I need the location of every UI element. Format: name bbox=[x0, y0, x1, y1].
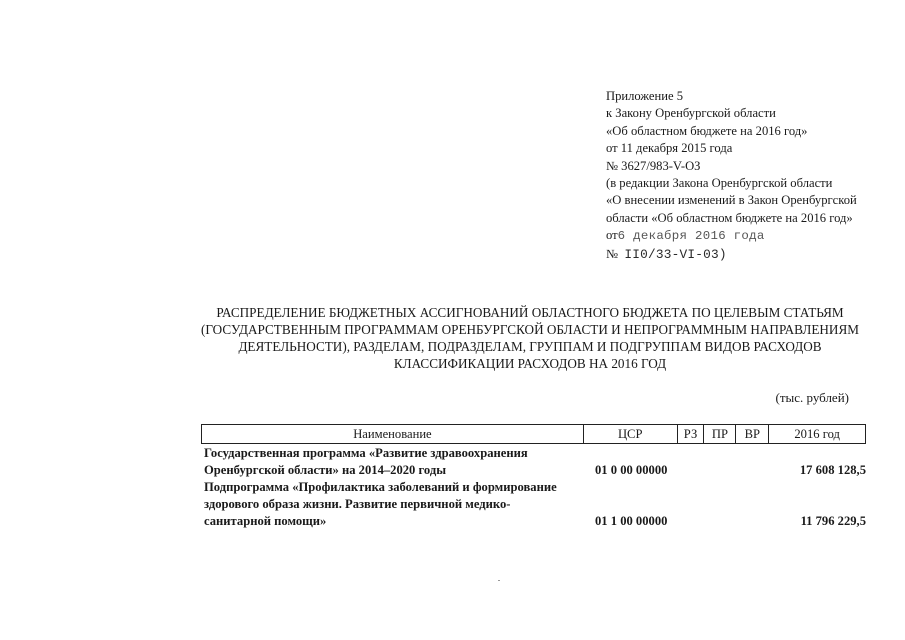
annex-line: (в редакции Закона Оренбургской области bbox=[606, 176, 833, 191]
header-rz: РЗ bbox=[678, 425, 705, 443]
annex-line: № 3627/983-V-ОЗ bbox=[606, 158, 701, 173]
row-name bbox=[204, 445, 574, 479]
amendment-date-prefix: от bbox=[606, 228, 618, 243]
row-amount: 17 608 128,5 bbox=[799, 463, 866, 477]
amendment-number-line bbox=[606, 246, 857, 263]
row-name-line: Подпрограмма «Профилактика заболеваний и формирование bbox=[204, 480, 557, 494]
header-name: Наименование bbox=[202, 425, 584, 443]
header-csr: ЦСР bbox=[584, 425, 678, 443]
row-csr: 01 1 00 00000 bbox=[595, 514, 668, 528]
row-csr: 01 0 00 00000 bbox=[595, 463, 668, 477]
units-label: (тыс. рублей) bbox=[775, 390, 849, 405]
header-pr: ПР bbox=[704, 425, 736, 443]
row-name-line: здорового образа жизни. Развитие первичной медико- bbox=[204, 497, 511, 511]
row-amount: 11 796 229,5 bbox=[800, 514, 866, 528]
annex-line: области «Об областном бюджете на 2016 год» bbox=[606, 210, 853, 225]
row-name bbox=[204, 479, 574, 530]
annex-block bbox=[606, 88, 857, 263]
header-vr: ВР bbox=[736, 425, 769, 443]
amendment-number-value: II0/33-VI-03) bbox=[624, 246, 727, 262]
table-header bbox=[201, 424, 866, 444]
title-line: КЛАССИФИКАЦИИ РАСХОДОВ НА 2016 ГОД bbox=[393, 356, 667, 371]
row-name-line: Государственная программа «Развитие здравоохранения bbox=[204, 446, 528, 460]
title-line: ДЕЯТЕЛЬНОСТИ), РАЗДЕЛАМ, ПОДРАЗДЕЛАМ, ГРУППАМ И ПОДГРУППАМ ВИДОВ РАСХОДОВ bbox=[238, 339, 822, 354]
title-line: (ГОСУДАРСТВЕННЫМ ПРОГРАММАМ ОРЕНБУРГСКОЙ ОБЛАСТИ И НЕПРОГРАММНЫМ НАПРАВЛЕНИЯМ bbox=[201, 322, 859, 337]
title-line: РАСПРЕДЕЛЕНИЕ БЮДЖЕТНЫХ АССИГНОВАНИЙ ОБЛАСТНОГО БЮДЖЕТА ПО ЦЕЛЕВЫМ СТАТЬЯМ bbox=[216, 305, 844, 320]
table-row bbox=[204, 479, 866, 530]
amendment-date-line bbox=[606, 227, 857, 245]
annex-line: от 11 декабря 2015 года bbox=[606, 141, 733, 156]
annex-line: Приложение 5 bbox=[606, 89, 684, 103]
annex-line: «О внесении изменений в Закон Оренбургской bbox=[606, 193, 857, 208]
amendment-date-value: 6 декабря 2016 года bbox=[617, 229, 765, 244]
annex-line: к Закону Оренбургской области bbox=[606, 106, 776, 121]
annex-line: «Об областном бюджете на 2016 год» bbox=[606, 123, 808, 138]
row-name-line: Оренбургской области» на 2014–2020 годы bbox=[204, 463, 447, 477]
document-title bbox=[200, 304, 860, 372]
table-row bbox=[204, 445, 866, 479]
header-year: 2016 год bbox=[794, 426, 840, 441]
scan-speck bbox=[498, 580, 500, 581]
row-name-line: санитарной помощи» bbox=[204, 514, 327, 528]
amendment-number-prefix: № bbox=[606, 246, 619, 261]
